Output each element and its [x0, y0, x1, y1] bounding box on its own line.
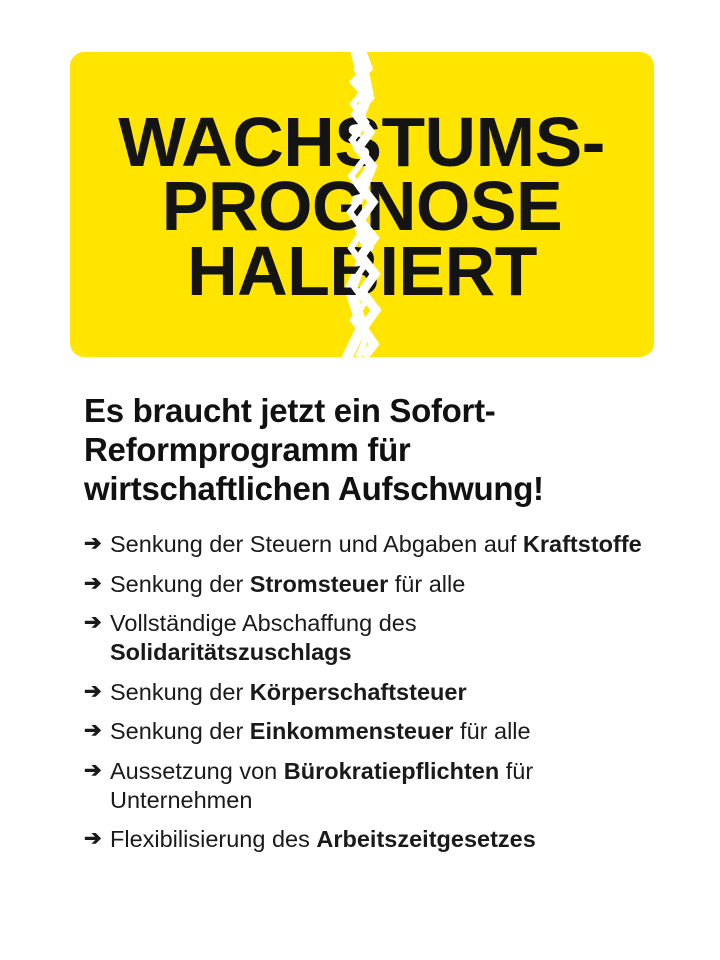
- demands-list: [84, 530, 664, 865]
- arrow-right-icon: ➔: [84, 679, 102, 703]
- headline-text-block: [70, 52, 654, 357]
- list-item-label: Senkung der Steuern und Abgaben auf Kraftstoffe: [110, 531, 642, 557]
- arrow-right-icon: ➔: [84, 611, 102, 635]
- headline-banner: [70, 52, 654, 357]
- list-item: [84, 825, 664, 854]
- headline-line-3: HALBIERT: [187, 231, 537, 310]
- subheadline-line-2: Reformprogramm für: [84, 430, 411, 468]
- list-item: [84, 757, 664, 814]
- list-item: [84, 678, 664, 707]
- list-item-label: Senkung der Einkommensteuer für alle: [110, 718, 531, 745]
- list-item: [84, 530, 664, 559]
- arrow-right-icon: ➔: [84, 571, 102, 595]
- arrow-right-icon: ➔: [84, 532, 102, 555]
- list-item-label: Senkung der Stromsteuer für alle: [110, 570, 466, 597]
- arrow-right-icon: ➔: [84, 827, 102, 851]
- subheadline-line-1: Es braucht jetzt ein Sofort-: [84, 392, 496, 429]
- list-item-label: Aussetzung von Bürokratiepflichten für Unternehmen: [110, 757, 534, 813]
- subheadline: [84, 392, 654, 509]
- list-item: [84, 609, 664, 666]
- list-item-label: Senkung der Körperschaftsteuer: [110, 678, 467, 705]
- subheadline-line-3: wirtschaftlichen Aufschwung!: [84, 469, 544, 507]
- arrow-right-icon: ➔: [84, 758, 102, 782]
- headline-line-2: PROGNOSE: [161, 167, 563, 246]
- arrow-right-icon: ➔: [84, 719, 102, 743]
- list-item-label: Flexibilisierung des Arbeitszeitgesetzes: [110, 826, 536, 853]
- list-item: [84, 717, 664, 746]
- list-item-label: Vollständige Abschaffung des Solidaritätszuschlags: [110, 610, 417, 665]
- list-item: [84, 570, 664, 599]
- headline-line-1: WACHSTUMS-: [118, 102, 606, 181]
